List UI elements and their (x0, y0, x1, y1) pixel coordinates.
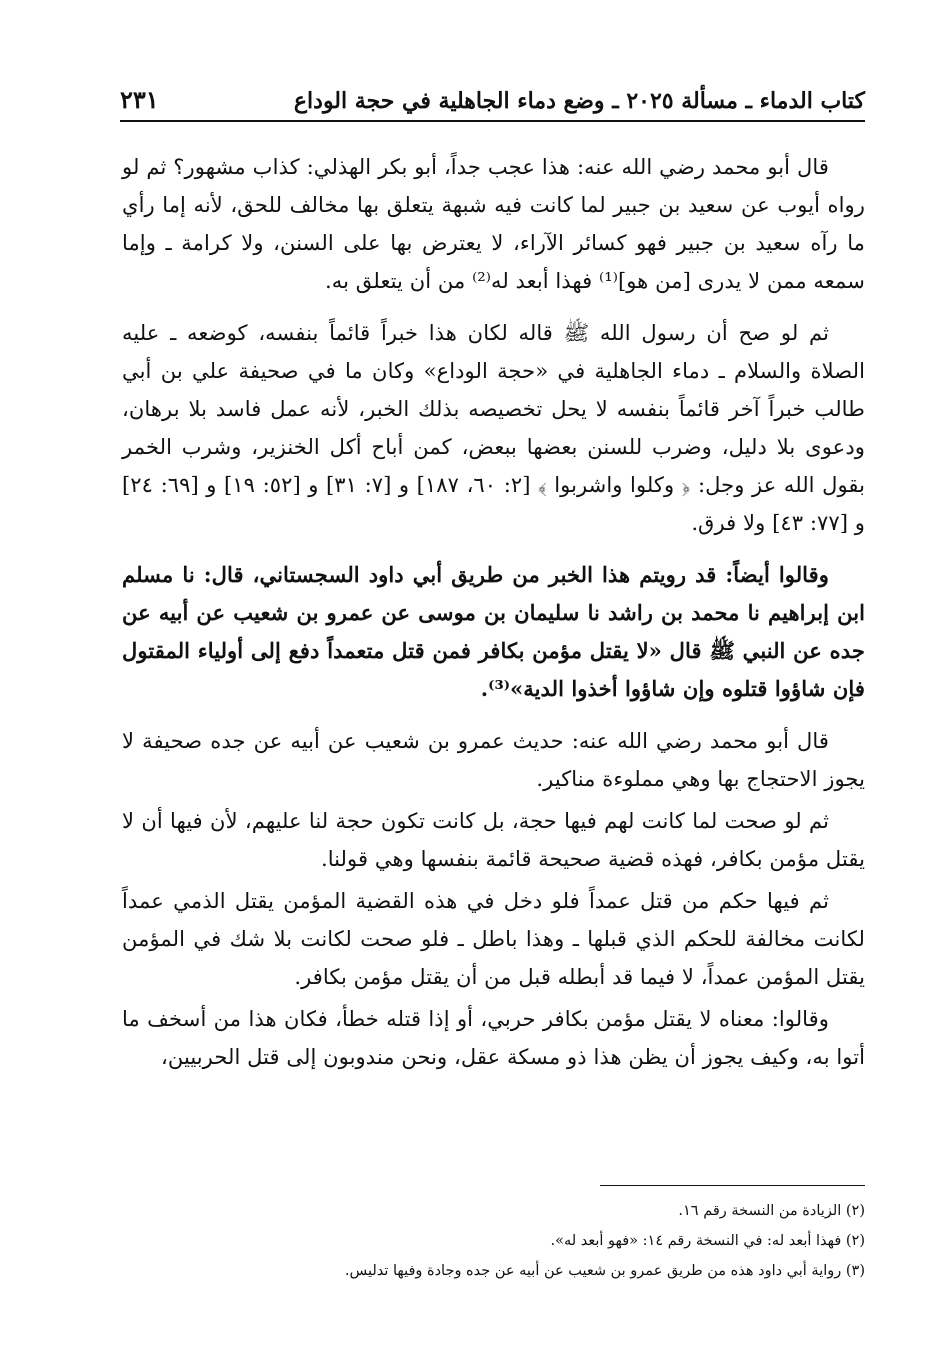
header-title: كتاب الدماء ـ مسألة ٢٠٢٥ ـ وضع دماء الجاهلية في حجة الوداع (293, 88, 865, 114)
footnote: (٣) رواية أبي داود هذه من طريق عمرو بن شعيب عن أبيه عن جده وجادة وفيها تدليس. (344, 1263, 865, 1279)
header-rule (120, 120, 865, 122)
paragraph: وقالوا أيضاً: قد رويتم هذا الخبر من طريق أبي داود السجستاني، قال: نا مسلم ابن إبراهيم نا محمد بن راشد نا سليمان بن موسى عن عمرو بن شعيب عن أبيه عن جده عن النبي ﷺ قال «لا يقتل مؤمن بكافر فمن قتل متعمداً دفع إلى أولياء المقتول فإن شاؤوا قتلوه وإن شاؤوا أخذوا الدية»⁽³⁾. (122, 562, 865, 701)
paragraph: ثم لو صح أن رسول الله ﷺ قاله لكان هذا خبراً قائماً بنفسه، كوضعه ـ عليه الصلاة والسلام ـ دماء الجاهلية في «حجة الوداع» وكان ما في صحيفة علي بن أبي طالب خبراً آخر قائماً بنفسه لا يحل تخصيصه بذلك الخبر، لأنه عمل فاسد بلا برهان، ودعوى بلا دليل، وضرب للسنن بعضها ببعض، كمن أباح أكل الخنزير، وشرب الخمر بقول الله عز وجل: ﴿ وكلوا واشربوا ﴾ [٢: ٦٠، ١٨٧] و [٧: ٣١] و [٥٢: ١٩] و [٦٩: ٢٤] و [٧٧: ٤٣] ولا فرق. (122, 320, 866, 535)
main-text (122, 148, 865, 1080)
footnote: (٢) الزيادة من النسخة رقم ١٦. (678, 1203, 865, 1219)
paragraph: قال أبو محمد رضي الله عنه: هذا عجب جداً، أبو بكر الهذلي: كذاب مشهور؟ ثم لو رواه أيوب عن سعيد بن جبير لما كانت فيه شبهة يتعلق بها مخالف للحق، لأنه إما رأي ما رآه سعيد بن جبير فهو كسائر الآراء، لا يعترض بها على السنن، ولا كرامة ـ وإما سمعه ممن لا يدرى [من هو]⁽¹⁾ فهذا أبعد له⁽²⁾ من أن يتعلق به. (122, 154, 865, 293)
footnote: (٢) فهذا أبعد له: في النسخة رقم ١٤: «فهو أبعد له». (550, 1233, 865, 1249)
paragraph: وقالوا: معناه لا يقتل مؤمن بكافر حربي، أو إذا قتله خطأ، فكان هذا من أسخف ما أتوا به، وكيف يجوز أن يظن هذا ذو مسكة عقل، ونحن مندوبون إلى قتل الحربيين، (122, 1006, 865, 1069)
footnote-rule (600, 1185, 865, 1186)
paragraph: ثم فيها حكم من قتل عمداً فلو دخل في هذه القضية المؤمن يقتل الذمي عمداً لكانت مخالفة للحكم الذي قبلها ـ وهذا باطل ـ فلو صحت لكانت بلا شك في المؤمن يقتل المؤمن عمداً، لا فيما قد أبطله قبل من أن يقتل مؤمن بكافر. (122, 888, 865, 989)
running-header (120, 70, 865, 114)
paragraph: قال أبو محمد رضي الله عنه: حديث عمرو بن شعيب عن أبيه عن جده صحيفة لا يجوز الاحتجاج بها وهي مملوءة مناكير. (122, 728, 865, 791)
page-number: ٢٣١ (120, 85, 159, 114)
paragraph: ثم لو صحت لما كانت لهم فيها حجة، بل كانت تكون حجة لنا عليهم، لأن فيها أن لا يقتل مؤمن بكافر، فهذه قضية صحيحة قائمة بنفسها وهي قولنا. (122, 808, 865, 871)
footnotes (122, 1196, 865, 1286)
